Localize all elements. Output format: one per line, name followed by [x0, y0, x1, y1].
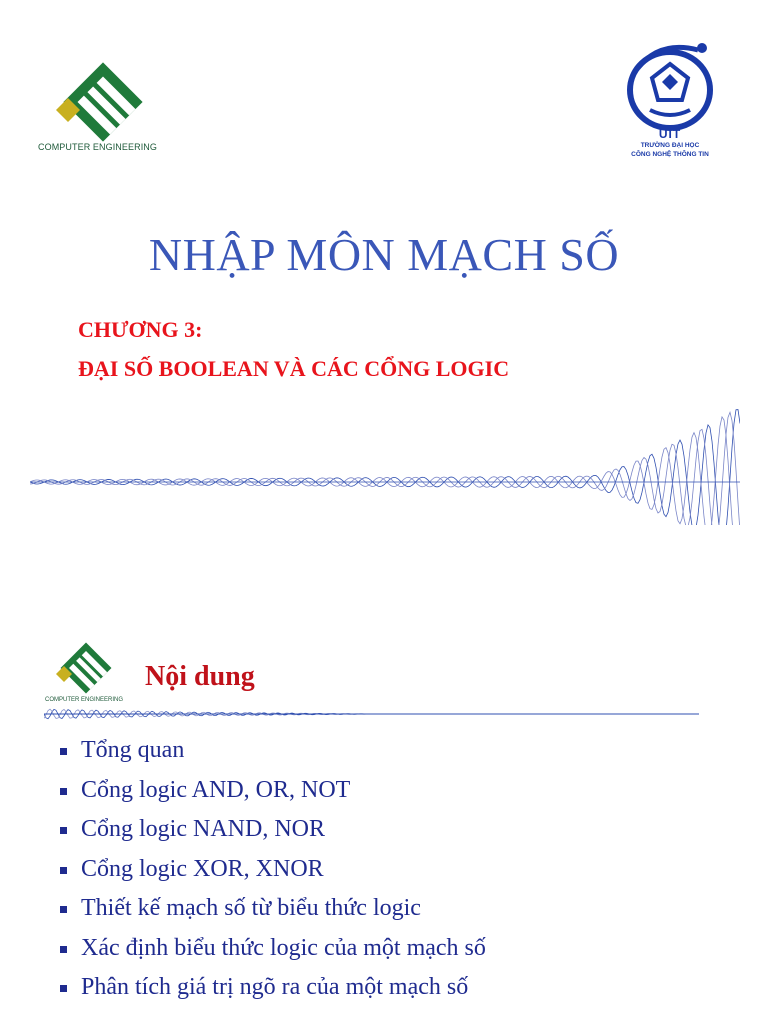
list-item-text: Cổng logic XOR, XNOR	[81, 855, 324, 882]
wave-line	[30, 417, 740, 525]
signal-wave-decoration-small	[44, 702, 699, 724]
list-item-text: Phân tích giá trị ngõ ra của một mạch số	[81, 974, 469, 1000]
square-bullet-icon	[60, 827, 67, 834]
square-bullet-icon	[60, 906, 67, 913]
list-item	[60, 817, 486, 857]
wave-line	[30, 412, 740, 525]
square-bullet-icon	[60, 748, 67, 755]
slide2-logo-label: COMPUTER ENGINEERING	[45, 697, 124, 703]
slide-separator	[0, 585, 768, 620]
chapter-title: ĐẠI SỐ BOOLEAN VÀ CÁC CỔNG LOGIC	[78, 356, 510, 381]
list-item-text: Cổng logic AND, OR, NOT	[81, 776, 351, 803]
square-bullet-icon	[60, 985, 67, 992]
list-item	[60, 975, 486, 1015]
uit-subtitle-2: CÔNG NGHỆ THÔNG TIN	[631, 151, 709, 158]
uit-name: UIT	[658, 127, 682, 141]
signal-wave-decoration	[30, 395, 740, 525]
list-item	[60, 936, 486, 976]
uit-subtitle-1: TRƯỜNG ĐẠI HỌC	[640, 142, 700, 149]
left-logo-label: COMPUTER ENGINEERING	[38, 142, 158, 152]
list-item-text: Tổng quan	[81, 737, 185, 763]
main-title: NHẬP MÔN MẠCH SỐ	[148, 229, 620, 280]
square-bullet-icon	[60, 867, 67, 874]
list-item	[60, 857, 486, 897]
chapter-number: CHƯƠNG 3:	[78, 317, 203, 342]
list-item	[60, 778, 486, 818]
list-item	[60, 896, 486, 936]
content-list	[60, 738, 486, 1015]
section-title: Nội dung	[145, 661, 255, 692]
uit-logo	[620, 38, 720, 133]
square-bullet-icon	[60, 946, 67, 953]
list-item-text: Xác định biểu thức logic của một mạch số	[81, 934, 486, 961]
content-slide	[0, 620, 768, 1024]
list-item-text: Cổng logic NAND, NOR	[81, 816, 325, 842]
list-item-text: Thiết kế mạch số từ biểu thức logic	[81, 895, 421, 921]
list-item	[60, 738, 486, 778]
square-bullet-icon	[60, 788, 67, 795]
